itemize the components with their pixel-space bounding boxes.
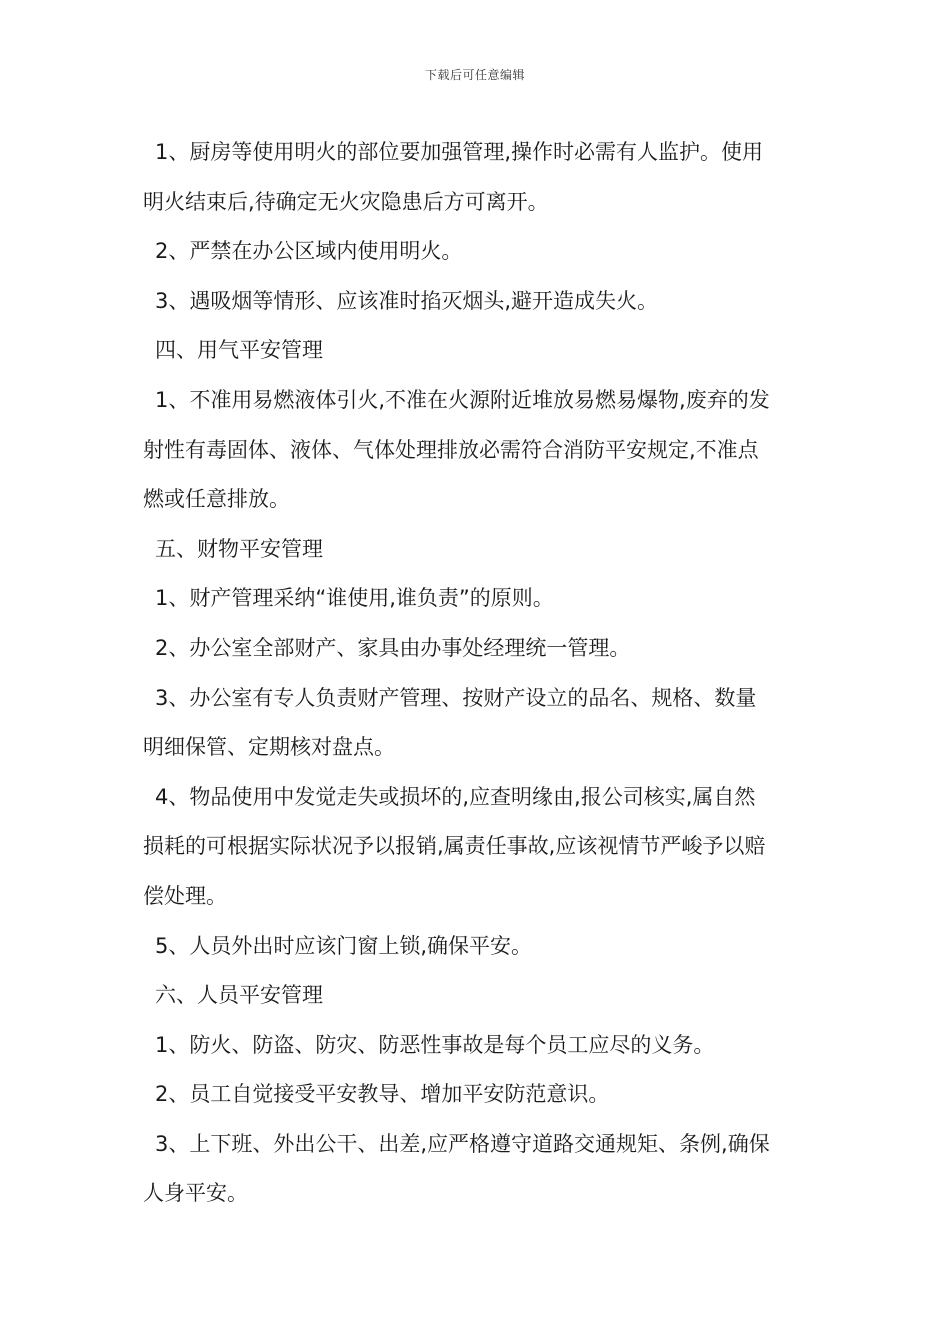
text-line: 1、不准用易燃液体引火,不准在火源附近堆放易燃易爆物,废弃的发 [155,387,770,412]
text-line: 1、厨房等使用明火的部位要加强管理,操作时必需有人监护。使用 [155,140,764,164]
text-line: 射性有毒固体、液体、气体处理排放必需符合消防平安规定,不准点 [143,437,759,462]
text-line: 3、遇吸烟等情形、应该准时掐灭烟头,避开造成失火。 [155,288,659,313]
text-line: 明细保管、定期核对盘点。 [143,735,395,760]
text-line: 偿处理。 [143,883,227,908]
text-line: 2、严禁在办公区域内使用明火。 [155,239,463,264]
text-line: 五、财物平安管理 [155,536,323,561]
text-line: 1、防火、防盗、防灾、防恶性事故是每个员工应尽的义务。 [155,1032,715,1057]
page-header: 下载后可任意编辑 [424,68,525,82]
text-line: 2、办公室全部财产、家具由办事处经理统一管理。 [155,635,631,660]
text-line: 六、人员平安管理 [155,983,323,1008]
text-line: 3、办公室有专人负责财产管理、按财产设立的品名、规格、数量 [155,685,757,710]
text-line: 4、物品使用中发觉走失或损坏的,应查明缘由,报公司核实,属自然 [155,784,756,809]
text-line: 明火结束后,待确定无火灾隐患后方可离开。 [143,189,549,214]
text-line: 四、用气平安管理 [155,338,323,363]
text-line: 1、财产管理采纳“谁使用,谁负责”的原则。 [155,586,554,611]
text-line: 燃或任意排放。 [143,487,290,512]
text-line: 人身平安。 [143,1181,248,1206]
text-line: 2、员工自觉接受平安教导、增加平安防范意识。 [155,1082,610,1107]
text-line: 损耗的可根据实际状况予以报销,属责任事故,应该视情节严峻予以赔 [143,834,766,859]
text-line: 5、人员外出时应该门窗上锁,确保平安。 [155,933,533,958]
document-body [143,128,811,1219]
text-line: 3、上下班、外出公干、出差,应严格遵守道路交通规矩、条例,确保 [155,1131,770,1156]
